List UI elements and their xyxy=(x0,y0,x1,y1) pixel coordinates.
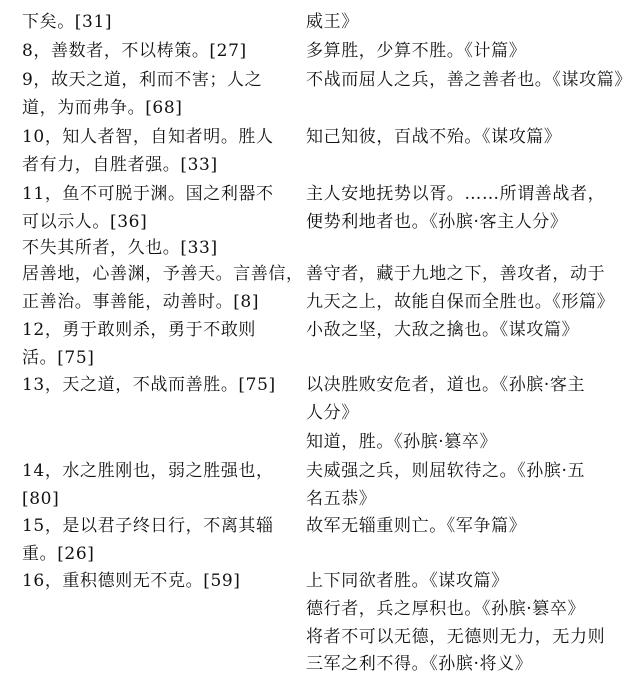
left-line-5: 10，知人者智，自知者明。胜人 xyxy=(22,127,274,147)
right-line-13: 夫威强之兵，则屈软待之。《孙膑·五 xyxy=(306,461,586,481)
left-line-6: 者有力，自胜者强。[33] xyxy=(22,155,218,175)
right-line-19: 三军之利不得。《孙膑·将义》 xyxy=(306,654,533,674)
right-line-17: 德行者，兵之厚积也。《孙膑·篡卒》 xyxy=(306,599,586,619)
left-line-1: 下矣。[31] xyxy=(22,12,113,32)
left-line-8: 可以示人。[36] xyxy=(22,212,148,232)
right-line-6: 便势利地者也。《孙膑·客主人分》 xyxy=(306,212,568,232)
right-line-16: 上下同欲者胜。《谋攻篇》 xyxy=(306,571,509,591)
left-line-11: 正善治。事善能，动善时。[8] xyxy=(22,292,260,312)
left-line-17: 15，是以君子终日行，不离其辎 xyxy=(22,516,274,536)
right-line-3: 不战而屈人之兵，善之善者也。《谋攻篇》 xyxy=(306,70,632,90)
left-line-10: 居善地，心善渊，予善天。言善信， xyxy=(22,264,304,284)
right-line-2: 多算胜，少算不胜。《计篇》 xyxy=(306,41,527,61)
right-line-15: 故军无辎重则亡。《军争篇》 xyxy=(306,516,527,536)
left-line-15: 14，水之胜刚也，弱之胜强也， xyxy=(22,461,274,481)
left-line-18: 重。[26] xyxy=(22,544,95,564)
left-line-7: 11，鱼不可脱于渊。国之利器不 xyxy=(22,184,274,204)
right-line-8: 九天之上，故能自保而全胜也。《形篇》 xyxy=(306,292,615,312)
right-line-18: 将者不可以无德，无德则无力，无力则 xyxy=(306,627,606,647)
left-line-9: 不失其所者，久也。[33] xyxy=(22,238,218,258)
left-line-4: 道，为而弗争。[68] xyxy=(22,98,183,118)
right-line-7: 善守者，藏于九地之下，善攻者，动于 xyxy=(306,264,606,284)
right-line-12: 知道，胜。《孙膑·篡卒》 xyxy=(306,432,498,452)
left-line-12: 12，勇于敢则杀，勇于不敢则 xyxy=(22,320,257,340)
left-line-19: 16，重积德则无不克。[59] xyxy=(22,571,241,591)
left-line-16: [80] xyxy=(22,489,60,509)
right-line-14: 名五恭》 xyxy=(306,489,377,509)
right-line-11: 人分》 xyxy=(306,403,359,423)
right-line-10: 以决胜败安危者，道也。《孙膑·客主 xyxy=(306,375,586,395)
left-line-2: 8，善数者，不以梼策。[27] xyxy=(22,41,247,61)
left-line-13: 活。[75] xyxy=(22,348,95,368)
right-line-9: 小敌之坚，大敌之擒也。《谋攻篇》 xyxy=(306,320,580,340)
left-line-14: 13，天之道，不战而善胜。[75] xyxy=(22,375,276,395)
right-line-4: 知己知彼，百战不殆。《谋攻篇》 xyxy=(306,127,562,147)
right-line-1: 威王》 xyxy=(306,12,359,32)
left-line-3: 9，故天之道，利而不害；人之 xyxy=(22,70,263,90)
right-line-5: 主人安地抚势以胥。……所谓善战者， xyxy=(306,184,606,204)
